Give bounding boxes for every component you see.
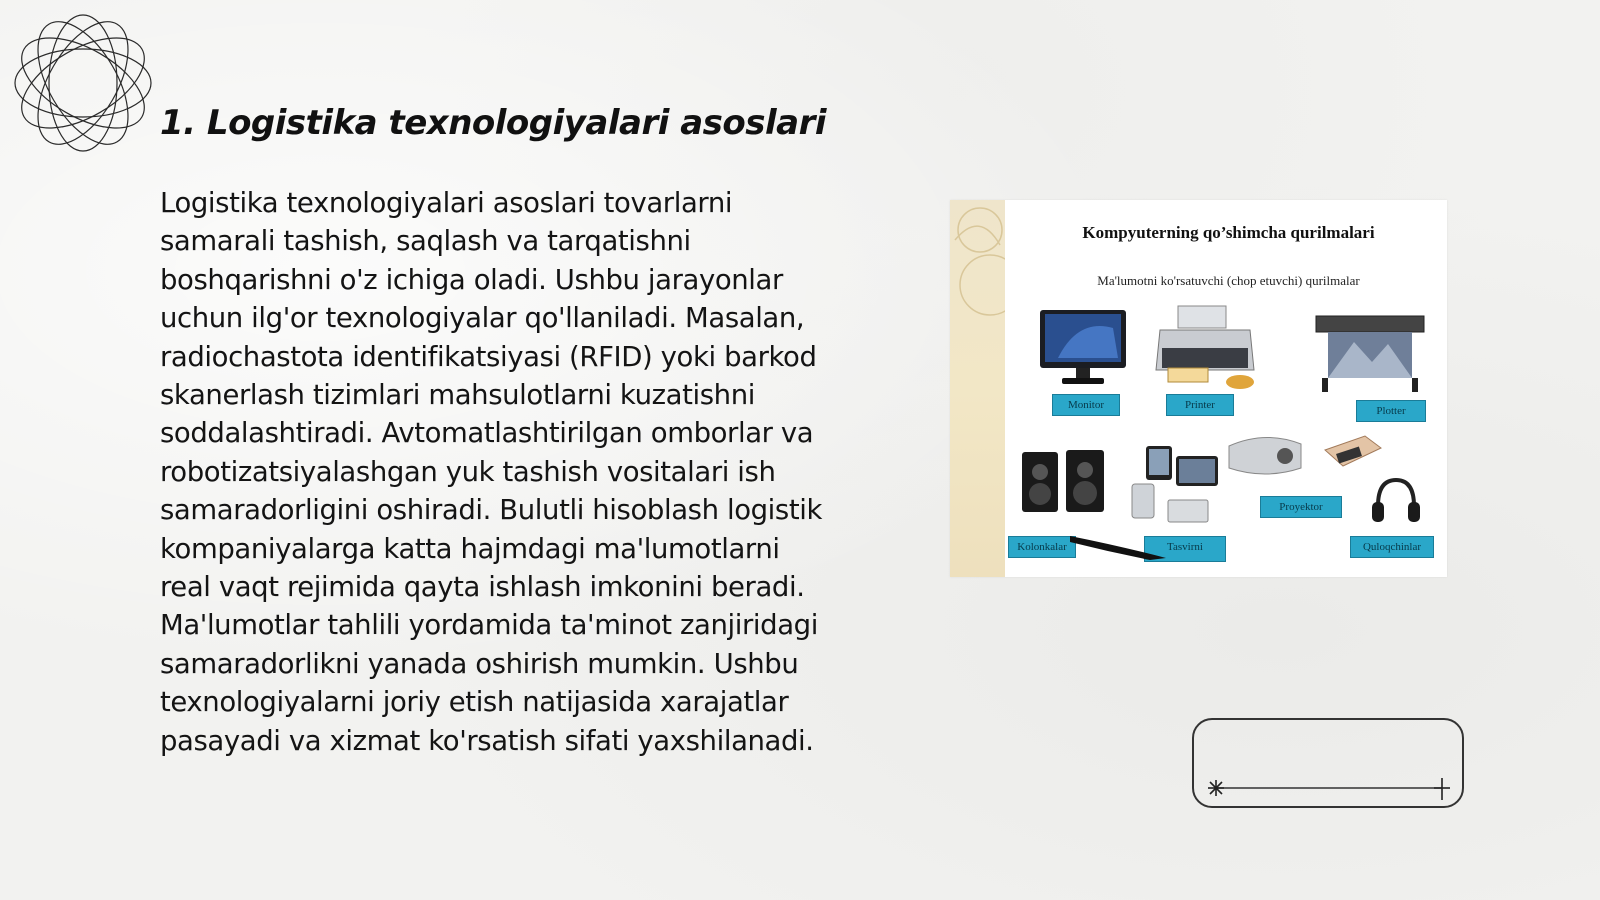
slide-title: 1. Logistika texnologiyalari asoslari [160,103,827,143]
swoosh-shape [1070,532,1170,562]
speakers-icon [1020,448,1106,514]
image-title: Kompyuterning qo’shimcha qurilmalari [1082,223,1375,242]
star-line-icon [1194,720,1466,810]
printer-icon [1150,300,1260,392]
image-subtitle: Ma'lumotni ko'rsatuvchi (chop etuvchi) qurilmalar [1097,273,1360,288]
screens-icon [1130,444,1220,528]
speakers-label: Kolonkalar [1008,536,1076,558]
plotter-icon [1314,314,1426,394]
slide-body-text: Logistika texnologiyalari asoslari tovarlarni samarali tashish, saqlash va tarqatishni boshqarishni o'z ichiga oladi. Ushbu jarayonlar uchun ilg'or texnologiyalar qo'llaniladi. Masalan, radiochastota identifikatsiyasi (RFID) yoki barkod skanerlash tizimlari mahsulotlarni kuzatishni soddalashtiradi. Avtomatlashtirilgan omborlar va robotizatsiyalashgan yuk tashish vositalari ish samaradorligini oshiradi. Bulutli hisoblash logistik kompaniyalarga katta hajmdagi ma'lumotlarni real vaqt rejimida qayta ishlash imkonini beradi. Ma'lumotlar tahlili yordamida ta'minot zanjiridagi samaradorlikni yanada oshirish mumkin. Ushbu texnologiyalarni joriy etish natijasida xarajatlar pasayadi va xizmat ko'rsatish sifati yaxshilanadi. [160,187,822,757]
decorative-card [1192,718,1464,808]
monitor-icon [1038,308,1128,386]
printer-label: Printer [1166,394,1234,416]
peripherals-image [950,200,1447,577]
screens-label: Tasvirni [1144,536,1226,562]
projector-label: Proyektor [1260,496,1342,518]
monitor-label: Monitor [1052,394,1120,416]
projector-icon [1225,428,1385,482]
image-side-strip [950,200,1005,577]
headphones-icon [1370,476,1422,526]
plotter-label: Plotter [1356,400,1426,422]
ring-ornament-icon [10,10,156,156]
headphones-label: Quloqchinlar [1350,536,1434,558]
